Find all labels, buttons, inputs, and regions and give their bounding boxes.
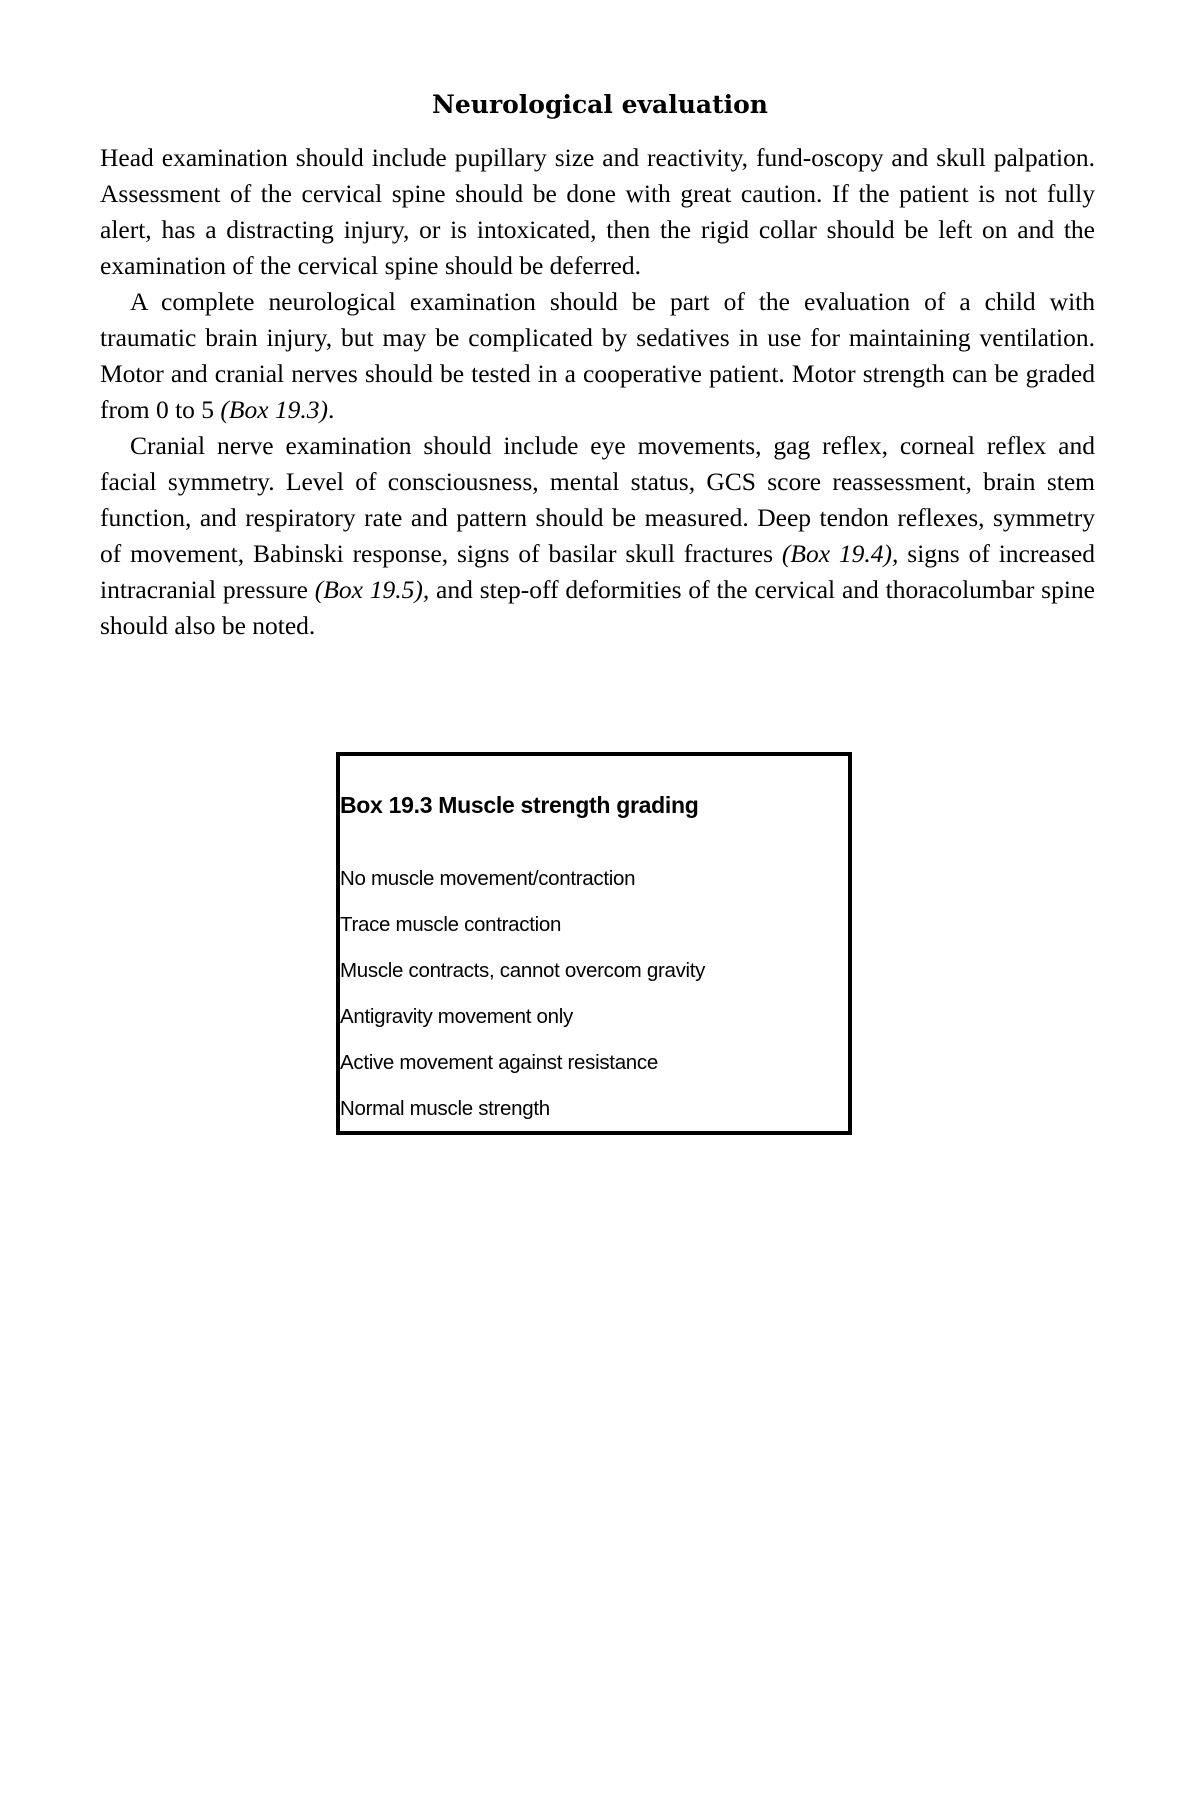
box-title: Box 19.3 Muscle strength grading — [340, 792, 699, 818]
paragraph-head-examination — [100, 140, 1095, 284]
list-item: Active movement against resistance — [340, 1051, 658, 1074]
paragraph-text: Cranial nerve examination should include eye movements, gag reflex, corneal reflex and facial symmetry. Level of consciousness, mental status, GCS score reassessment, brain stem function, and respiratory rate and pattern should be measured. Deep tendon reflexes, symmetry of movement, Babinski response, signs of basilar skull fractures — [100, 431, 1095, 568]
muscle-strength-box — [336, 752, 852, 1135]
box-reference: (Box 19.5), — [314, 575, 430, 604]
section-title: Neurological evaluation — [432, 90, 768, 119]
list-item: No muscle movement/contraction — [340, 867, 636, 890]
paragraph-text: signs of increased intracranial pressure — [100, 539, 1095, 604]
paragraph-text: A complete neurological examination should be part of the evaluation of a child with traumatic brain injury, but may be complicated by sedatives in use for maintaining ventilation. Motor and cranial nerves should be tested in a cooperative patient. Motor strength can be graded from 0 to 5 — [100, 287, 1095, 424]
box-reference: (Box 19.4), — [781, 539, 899, 568]
paragraph-neurological-examination — [100, 284, 1095, 428]
grading-list — [340, 856, 705, 1132]
paragraph-cranial-nerve — [100, 428, 1095, 644]
paragraph-text: . — [328, 395, 335, 424]
box-reference: (Box 19.3) — [220, 395, 329, 424]
body-text — [100, 140, 1095, 644]
list-item: Trace muscle contraction — [340, 913, 562, 936]
paragraph-text: Head examination should include pupillary size and reactivity, fund-oscopy and skull palpation. Assessment of the cervical spine should be done with great caution. If the patient is not fully alert, has a distracting injury, or is intoxicated, then the rigid collar should be left on and the examination of the cervical spine should be deferred. — [100, 143, 1095, 280]
list-item: Muscle contracts, cannot overcom gravity — [340, 959, 706, 982]
list-item: Antigravity movement only — [340, 1005, 573, 1028]
paragraph-text: and step-off deformities of the cervical and thoracolumbar spine should also be noted. — [100, 575, 1095, 640]
list-item: Normal muscle strength — [340, 1097, 550, 1120]
